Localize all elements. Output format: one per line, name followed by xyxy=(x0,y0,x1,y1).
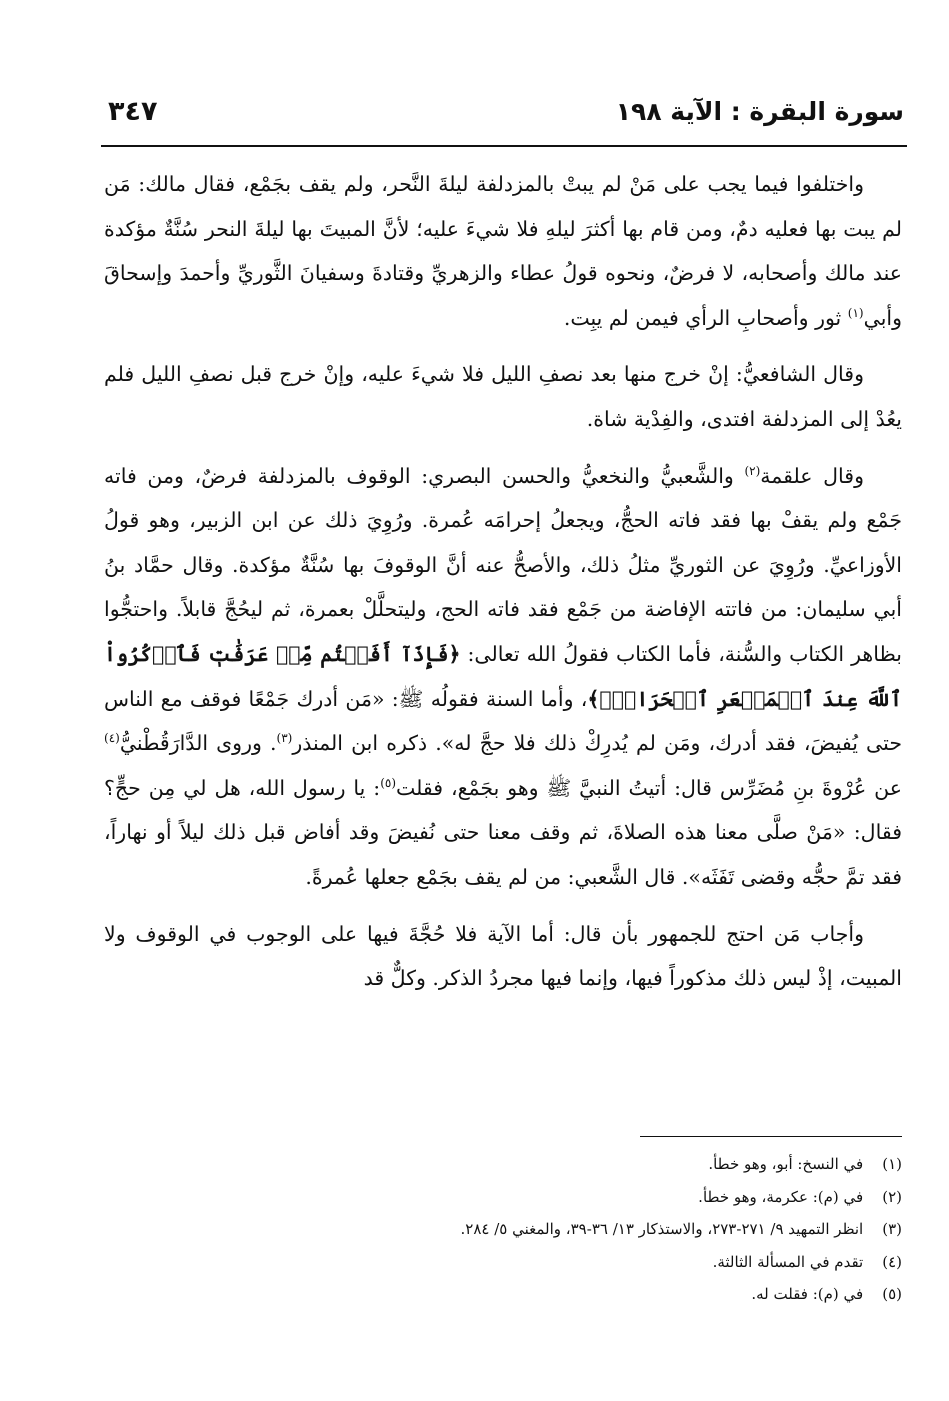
running-title: سورة البقرة : الآية ١٩٨ xyxy=(615,97,904,126)
paragraph xyxy=(104,912,902,1001)
footnote-divider xyxy=(640,1136,902,1137)
footnote-number: (٣) xyxy=(882,1220,902,1238)
text-segment: وقال علقمة xyxy=(760,463,864,488)
text-segment: وقال الشافعيُّ: إنْ خرج منها بعد نصفِ الليل فلا شيءَ عليه، وإنْ خرج قبل نصفِ الليل فلم يعُدْ إلى المزدلفة افتدى، والفِدْية شاة. xyxy=(104,362,902,431)
footnote-marker: (٥) xyxy=(380,775,397,790)
footnote-marker: (٤) xyxy=(104,731,120,746)
footnote-text: تقدم في المسألة الثالثة. xyxy=(712,1252,864,1271)
text-segment: . وروى الدَّارَقُطْنيُّ xyxy=(119,731,277,756)
header-divider xyxy=(101,145,907,147)
footnote-number: (٢) xyxy=(882,1187,902,1206)
text-segment: واختلفوا فيما يجب على مَنْ لم يبتْ بالمزدلفة ليلةَ النَّحر، ولم يقف بجَمْع، فقال مالك: مَن لم يبت بها فعليه دمٌ، ومن قام بها أكثرَ ليلهِ فلا شيءَ عليه؛ لأنَّ المبيتَ بها ليلةَ النحر سُنَّةٌ مؤكدة عند مالك وأصحابه، لا فرضٌ، ونحوه قولُ عطاء والزهريِّ وقتادةَ وسفيانَ الثَّوريِّ وأحمدَ وإسحاقَ وأبي xyxy=(104,172,902,330)
footnote-number: (٤) xyxy=(882,1252,902,1271)
text-segment: ، وأما السنة فقولُه ﷺ: «مَن أدرك جَمْعًا فوقف مع الناس حتى يُفيضَ، فقد أدرك، ومَن لم يُدرِكْ ذلك فلا حجَّ له». ذكره ابن المنذر xyxy=(104,686,902,756)
footnote-text: في (م): فقلت له. xyxy=(751,1285,864,1303)
footnote-marker: (١) xyxy=(847,305,864,320)
footnote xyxy=(150,1181,902,1214)
footnote xyxy=(150,1278,902,1311)
text-segment: عن عُرْوةَ بنِ مُضَرِّس قال: أتيتُ النبيَّ ﷺ وهو بجَمْع، فقلت xyxy=(396,775,902,800)
main-text xyxy=(104,162,902,1001)
text-segment: والشَّعبيُّ والنخعيُّ والحسن البصري: الوقوف بالمزدلفة فرضٌ، ومن فاته جَمْع ولم يقفْ بها فقد فاته الحجُّ، ويجعلُ إحرامَه عُمرة. ورُوِيَ ذلك عن ابن الزبير، وهو قولُ الأوزاعيِّ. ورُوِيَ عن الثوريِّ مثلُ ذلك، والأصحُّ عنه أنَّ الوقوفَ بها سُنَّةٌ مؤكدة. وقال حمَّاد بنُ أبي سليمان: من فاتته الإفاضة من جَمْع فقد فاته الحج، وليتحلَّلْ بعمرة، ثم ليحُجَّ قابلاً. واحتجُّوا بظاهر الكتاب والسُّنة، فأما الكتاب فقولُ الله تعالى: xyxy=(104,463,902,666)
footnote-text: في (م): عكرمة، وهو خطأ. xyxy=(698,1187,864,1206)
footnotes xyxy=(150,1148,902,1311)
footnote xyxy=(150,1148,902,1181)
footnote-marker: (٣) xyxy=(276,731,293,746)
text-segment: وأجاب مَن احتج للجمهور بأن قال: أما الآية فلا حُجَّةَ فيها على الوجوب في الوقوف ولا المبيت، إذْ ليس ذلك مذكوراً فيها، وإنما فيها مجردُ الذكر. وكلٌّ قد xyxy=(104,921,902,991)
page-number: ٣٤٧ xyxy=(108,96,158,127)
footnote-marker: (٢) xyxy=(744,463,761,478)
footnote-text: انظر التمهيد ٩/ ٢٧١-٢٧٣، والاستذكار ١٣/ ٣٦-٣٩، والمغني ٥/ ٢٨٤. xyxy=(460,1220,864,1238)
text-segment: ثور وأصحابِ الرأي فيمن لم يبِت. xyxy=(563,305,848,330)
text-segment: : يا رسول الله، هل لي مِن حجٍّ؟ فقال: «مَنْ صلَّى معنا هذه الصلاةَ، ثم وقف معنا حتى نُفيضَ وقد أفاض قبل ذلك ليلاً أو نهاراً، فقد تمَّ حجُّه وقضى تَفَثَه». قال الشَّعبي: من لم يقف بجَمْع جعلها عُمرةً. xyxy=(104,775,902,889)
paragraph xyxy=(104,454,902,900)
footnote-number: (١) xyxy=(882,1155,902,1173)
footnote-number: (٥) xyxy=(882,1285,902,1303)
paragraph xyxy=(104,162,902,340)
footnote xyxy=(150,1246,902,1279)
footnote-text: في النسخ: أبو، وهو خطأ. xyxy=(708,1155,864,1173)
footnote xyxy=(150,1213,902,1246)
paragraph xyxy=(104,352,902,441)
quran-verse: ﴿فَإِذَآ أَفَضۡتُم مِّنۡ عَرَفَٰتٖ فَٱذۡكُرُواْ ٱللَّهَ عِندَ ٱلۡمَشۡعَرِ ٱلۡحَرَامِۖ﴾ xyxy=(104,641,902,711)
page-header xyxy=(108,92,904,142)
